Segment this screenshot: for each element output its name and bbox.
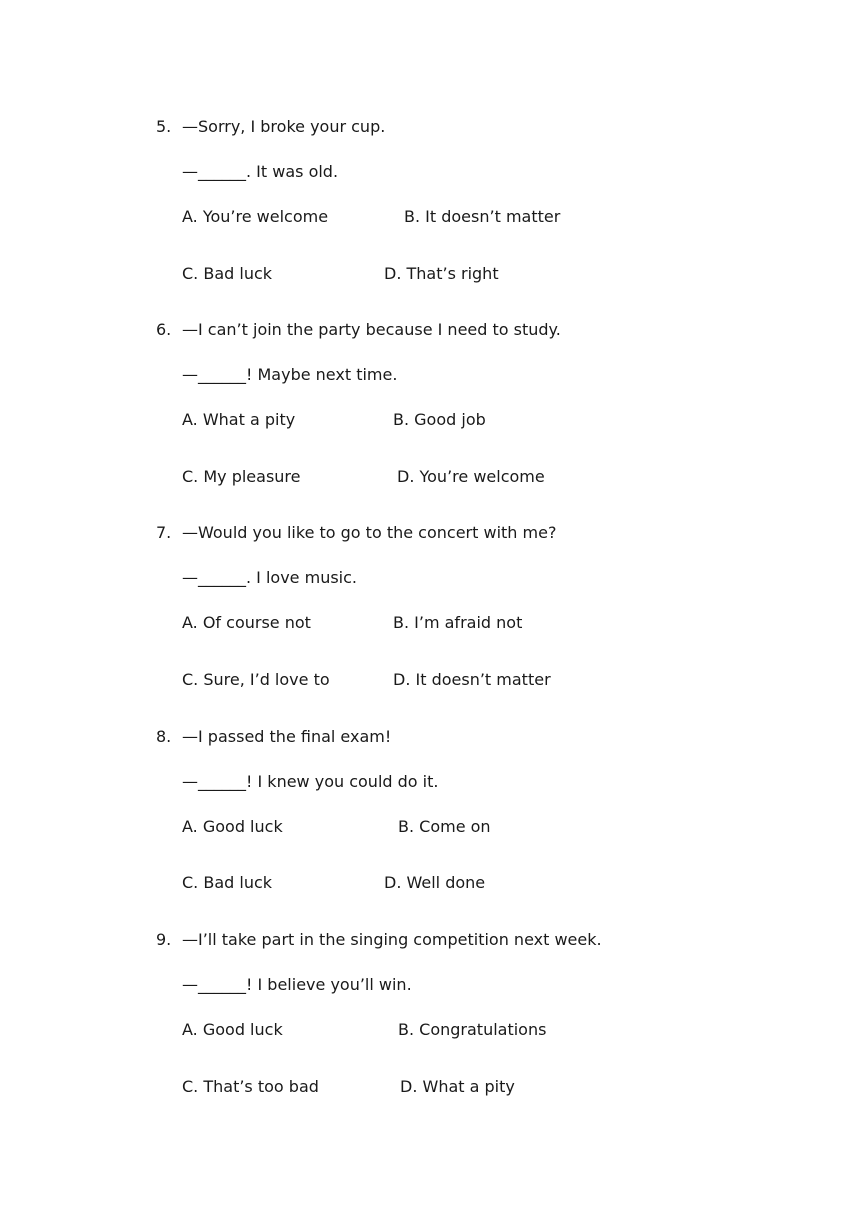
option-c: C. That’s too bad: [182, 1077, 319, 1096]
question-response: —______! I believe you’ll win.: [182, 975, 412, 994]
option-c: C. Bad luck: [182, 873, 273, 892]
option-c: C. My pleasure: [182, 467, 301, 486]
option-d: D. You’re welcome: [397, 467, 545, 486]
option-a: A. Of course not: [182, 613, 311, 632]
question-response: —______! I knew you could do it.: [182, 772, 439, 791]
question-7: [0, 523, 860, 713]
option-d: D. What a pity: [400, 1077, 515, 1096]
option-d: D. That’s right: [384, 264, 499, 283]
question-8: [0, 727, 860, 917]
question-prompt: —I can’t join the party because I need to study.: [182, 320, 561, 339]
question-6: [0, 320, 860, 510]
option-a: A. You’re welcome: [182, 207, 329, 226]
option-c: C. Bad luck: [182, 264, 273, 283]
question-response: —______. I love music.: [182, 568, 357, 587]
option-d: D. It doesn’t matter: [393, 670, 551, 689]
question-number: 7.: [156, 523, 172, 542]
question-prompt: —Sorry, I broke your cup.: [182, 117, 386, 136]
question-prompt: —I passed the final exam!: [182, 727, 392, 746]
option-b: B. Congratulations: [398, 1020, 547, 1039]
option-a: A. What a pity: [182, 410, 296, 429]
question-prompt: —I’ll take part in the singing competition next week.: [182, 930, 602, 949]
question-response: —______. It was old.: [182, 162, 339, 181]
question-9: [0, 930, 860, 1120]
question-number: 8.: [156, 727, 172, 746]
option-b: B. Good job: [393, 410, 486, 429]
question-5: [0, 117, 860, 307]
option-d: D. Well done: [384, 873, 486, 892]
option-a: A. Good luck: [182, 1020, 283, 1039]
option-b: B. I’m afraid not: [393, 613, 523, 632]
option-c: C. Sure, I’d love to: [182, 670, 330, 689]
option-b: B. Come on: [398, 817, 491, 836]
question-number: 9.: [156, 930, 172, 949]
question-prompt: —Would you like to go to the concert with me?: [182, 523, 557, 542]
question-response: —______! Maybe next time.: [182, 365, 398, 384]
option-a: A. Good luck: [182, 817, 283, 836]
question-number: 5.: [156, 117, 172, 136]
question-number: 6.: [156, 320, 172, 339]
option-b: B. It doesn’t matter: [404, 207, 561, 226]
